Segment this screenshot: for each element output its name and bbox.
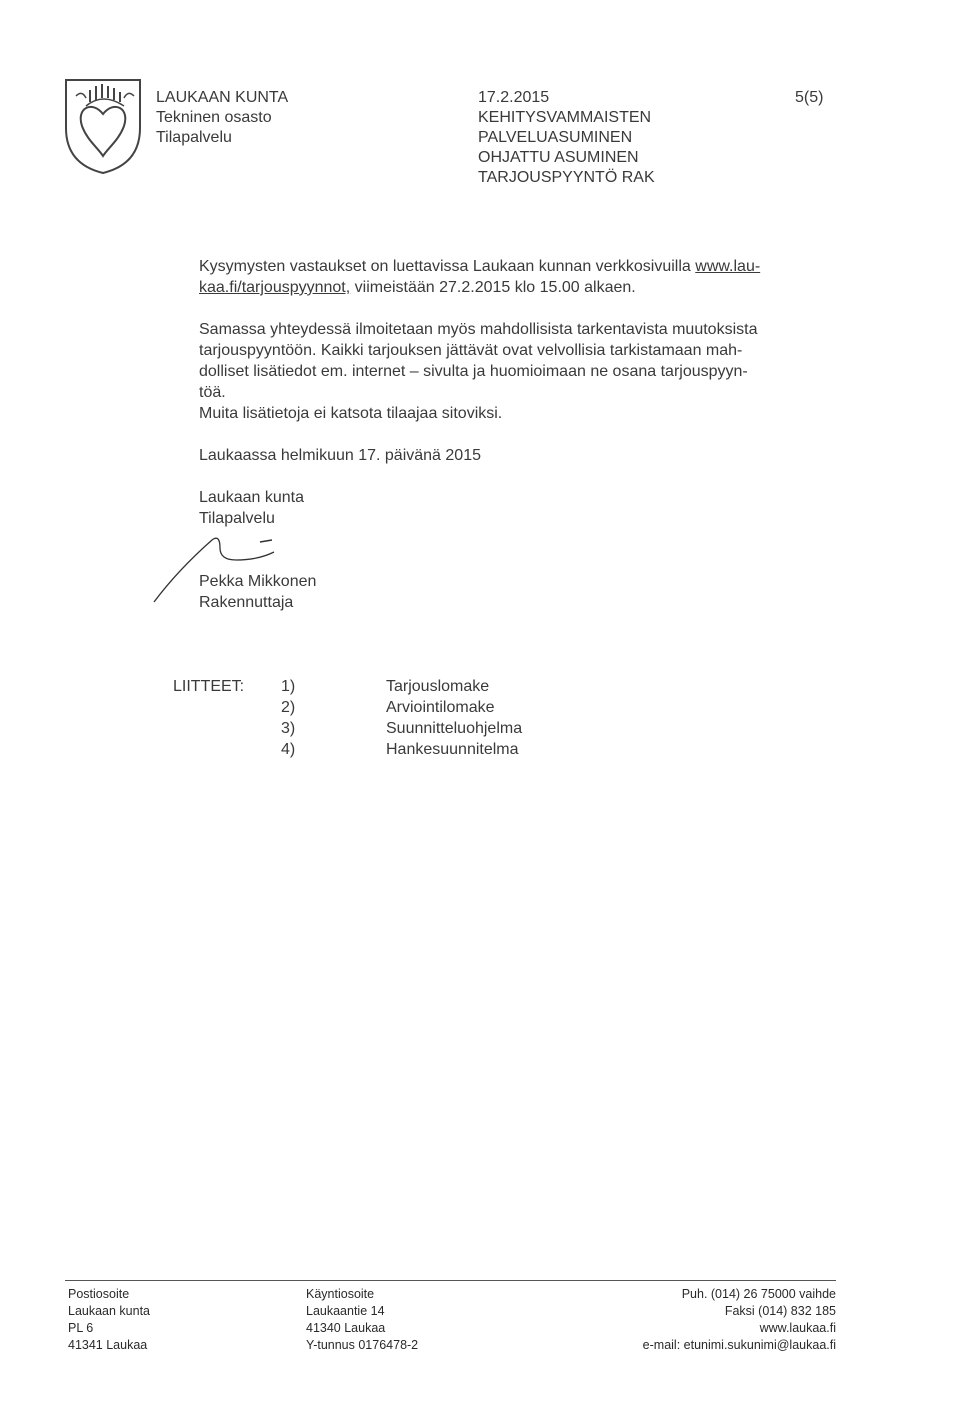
attachment-number: 3)	[281, 720, 296, 737]
paragraph-2-line-1: Samassa yhteydessä ilmoitetaan myös mahdollisista tarkentavista muutoksista	[199, 321, 758, 338]
footer-postal-line: 41341 Laukaa	[68, 1338, 148, 1352]
page-number: 5(5)	[795, 89, 824, 106]
website-link-part-2[interactable]: kaa.fi/tarjouspyynnot,	[199, 279, 351, 296]
signer-organization	[199, 487, 304, 529]
attachment-name: Hankesuunnitelma	[386, 741, 519, 758]
website-link-part-1[interactable]: www.lau-	[695, 258, 761, 275]
attachment-number: 2)	[281, 699, 296, 716]
paragraph-2-line-5: Muita lisätietoja ei katsota tilaajaa sitoviksi.	[199, 405, 503, 422]
paragraph-2-line-2: tarjouspyyntöön. Kaikki tarjouksen jättävät ovat velvollisia tarkistamaan mah-	[199, 342, 743, 359]
attachment-number: 4)	[281, 741, 296, 758]
attachment-number: 1)	[281, 678, 296, 695]
attachment-name: Arviointilomake	[386, 699, 495, 716]
paragraph-1-line-1: Kysymysten vastaukset on luettavissa Laukaan kunnan verkkosivuilla www.lau-	[199, 258, 761, 275]
footer-visiting-line: Laukaantie 14	[306, 1304, 385, 1318]
signer-org-unit: Tilapalvelu	[199, 510, 275, 527]
paragraph-1-line-2: kaa.fi/tarjouspyynnot, viimeistään 27.2.2015 klo 15.00 alkaen.	[199, 279, 636, 296]
footer-website-link[interactable]: www.laukaa.fi	[759, 1321, 836, 1335]
org-name: LAUKAAN KUNTA	[156, 89, 289, 106]
subject-line-2: PALVELUASUMINEN	[478, 129, 633, 146]
place-date: Laukaassa helmikuun 17. päivänä 2015	[199, 447, 481, 464]
header-organization	[156, 88, 288, 148]
footer-divider	[65, 1280, 836, 1281]
subject-line-3: OHJATTU ASUMINEN	[478, 149, 639, 166]
document-date: 17.2.2015	[478, 89, 550, 106]
signer-name: Pekka Mikkonen	[199, 573, 317, 590]
footer-phone: Puh. (014) 26 75000 vaihde	[681, 1287, 836, 1301]
signer-org-name: Laukaan kunta	[199, 489, 304, 506]
body-paragraph-1	[199, 256, 760, 298]
paragraph-2-line-3: dolliset lisätiedot em. internet – sivulta ja huomioimaan ne osana tarjouspyyn-	[199, 363, 748, 380]
attachment-name: Suunnitteluohjelma	[386, 720, 523, 737]
attachments-names	[386, 676, 522, 760]
signer-block	[199, 571, 316, 613]
footer-business-id: Y-tunnus 0176478-2	[306, 1338, 419, 1352]
attachments-numbers	[281, 676, 295, 760]
coat-of-arms-icon	[62, 76, 144, 176]
footer-postal-heading: Postiosoite	[68, 1287, 130, 1301]
footer-contact	[560, 1286, 836, 1354]
footer-postal-line: PL 6	[68, 1321, 94, 1335]
signer-title: Rakennuttaja	[199, 594, 294, 611]
footer-fax: Faksi (014) 832 185	[724, 1304, 836, 1318]
footer-postal-address	[68, 1286, 150, 1354]
attachments-label: LIITTEET:	[173, 678, 245, 695]
footer-postal-line: Laukaan kunta	[68, 1304, 151, 1318]
paragraph-2-line-4: töä.	[199, 384, 226, 401]
org-unit: Tilapalvelu	[156, 129, 232, 146]
subject-line-1: KEHITYSVAMMAISTEN	[478, 109, 652, 126]
footer-email-link[interactable]: e-mail: etunimi.sukunimi@laukaa.fi	[642, 1338, 836, 1352]
footer-visiting-heading: Käyntiosoite	[306, 1287, 375, 1301]
header-subject	[478, 88, 655, 188]
municipality-logo	[62, 76, 144, 176]
org-department: Tekninen osasto	[156, 109, 272, 126]
footer-visiting-line: 41340 Laukaa	[306, 1321, 386, 1335]
body-paragraph-2	[199, 319, 757, 424]
attachment-name: Tarjouslomake	[386, 678, 490, 695]
subject-line-4: TARJOUSPYYNTÖ RAK	[478, 169, 655, 186]
footer-visiting-address	[306, 1286, 418, 1354]
